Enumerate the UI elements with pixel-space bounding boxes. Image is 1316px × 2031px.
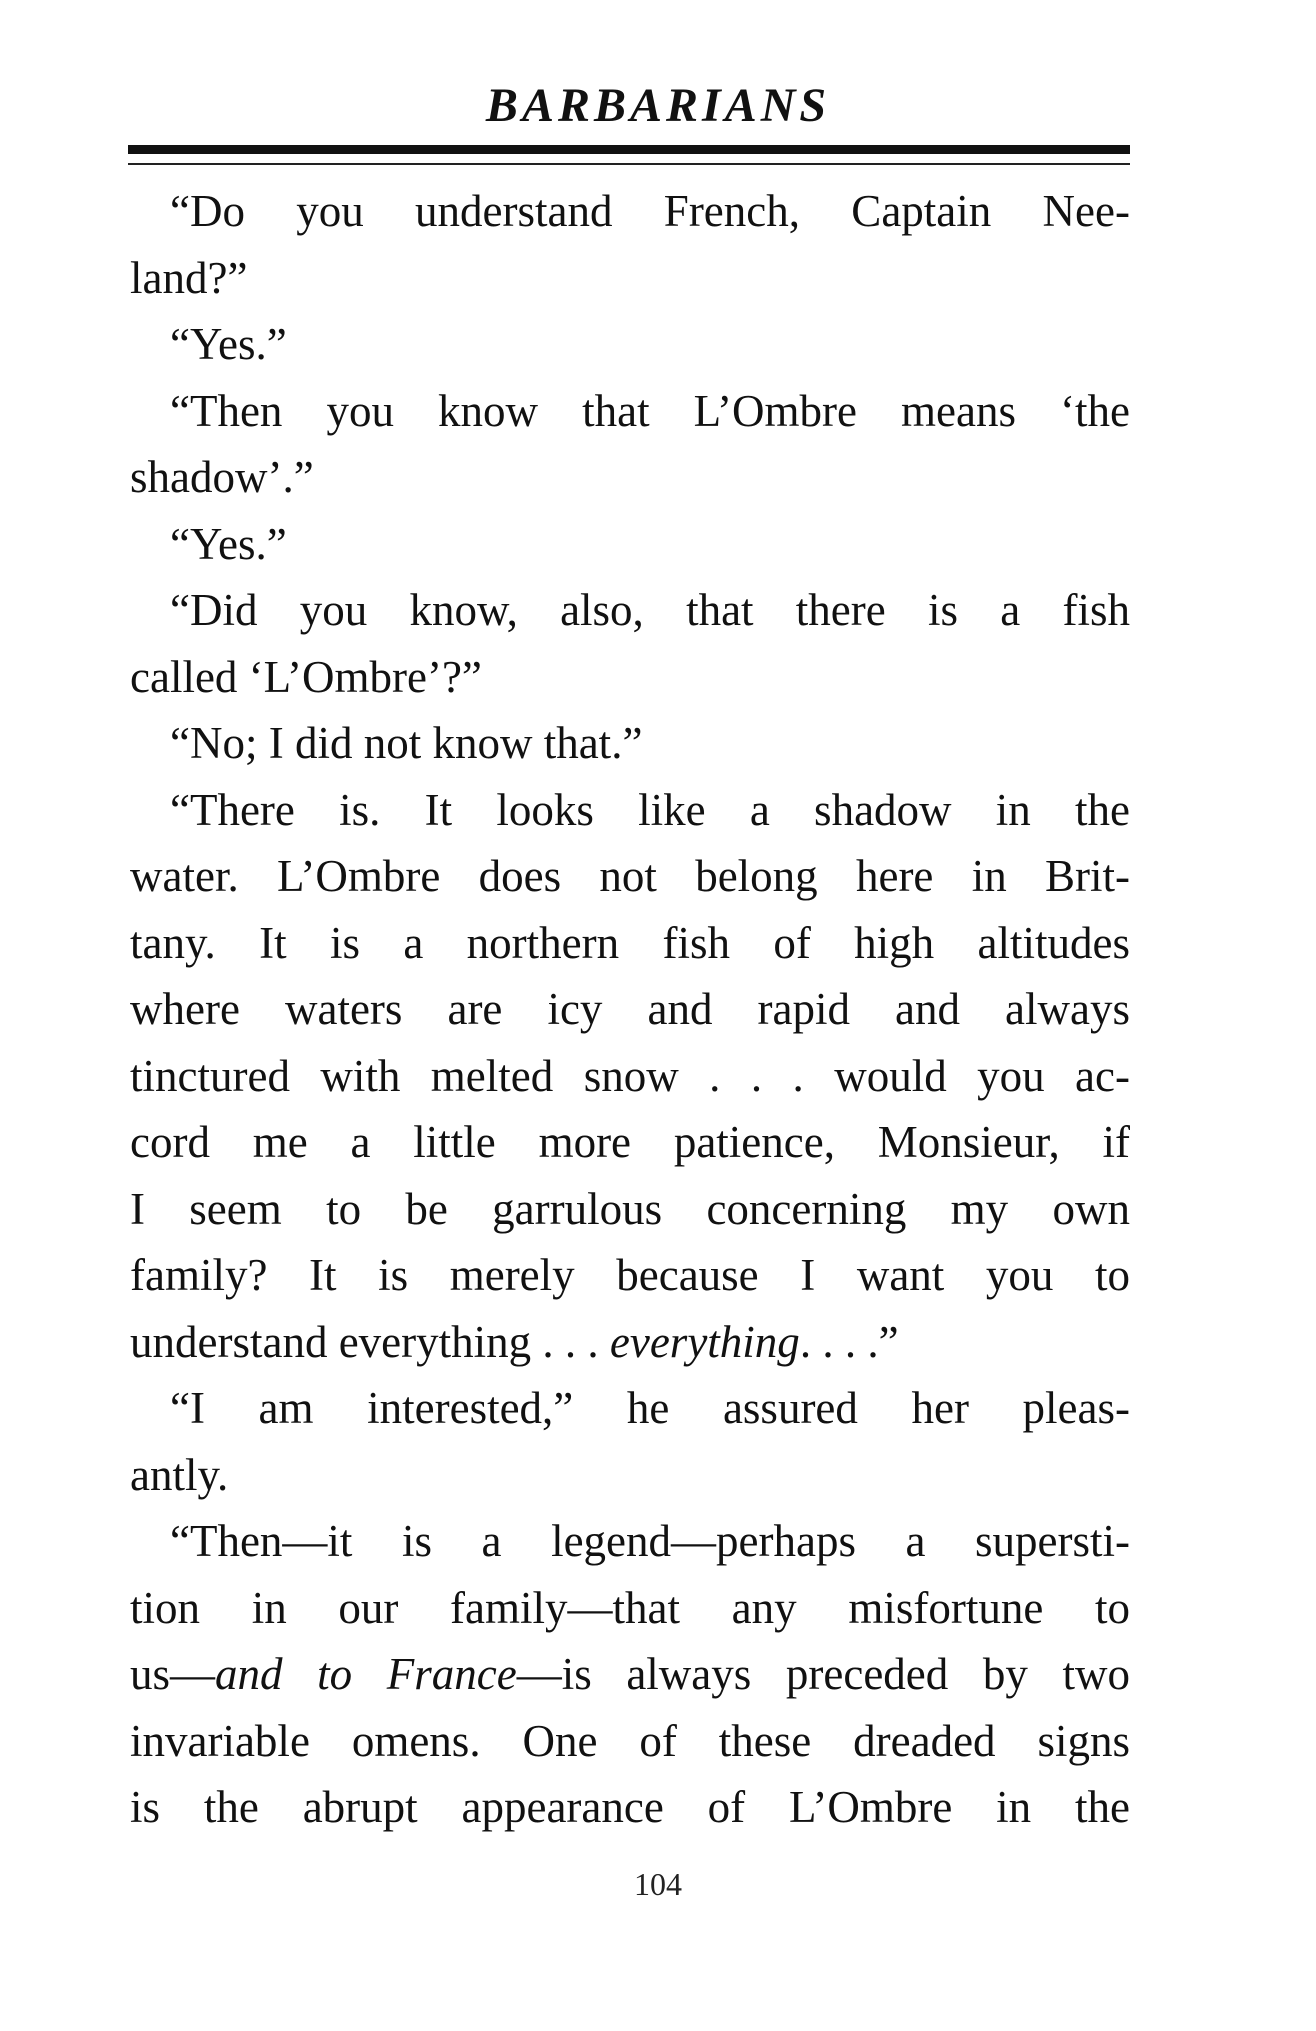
- text-line: shadow’.”: [130, 452, 314, 502]
- text-line: invariable omens. One of these dreaded signs: [130, 1715, 1130, 1766]
- text-line: “Did you know, also, that there is a fish: [170, 585, 1130, 635]
- text-line: [130, 1641, 1130, 1708]
- page-number: 104: [634, 1866, 682, 1902]
- text-line: is the abrupt appearance of L’Ombre in the: [130, 1782, 1130, 1832]
- text-segment: —is always preceded by two: [516, 1649, 1130, 1699]
- text-line: “Then you know that L’Ombre means ‘the: [170, 385, 1130, 436]
- text-line: “Yes.”: [170, 518, 287, 569]
- italic-emphasis: and to France: [215, 1649, 517, 1699]
- text-line: “Do you understand French, Captain Nee-: [170, 186, 1130, 236]
- text-line: where waters are icy and rapid and always: [130, 984, 1130, 1034]
- text-line: water. L’Ombre does not belong here in Brit-: [130, 851, 1130, 901]
- header-rule-thin: [128, 163, 1130, 165]
- text-line: “No; I did not know that.”: [170, 718, 643, 768]
- text-line: family? It is merely because I want you to: [130, 1250, 1130, 1300]
- text-line: called ‘L’Ombre’?”: [130, 651, 482, 702]
- running-head-title: BARBARIANS: [485, 79, 831, 132]
- italic-emphasis: everything: [609, 1316, 800, 1367]
- text-line: antly.: [130, 1449, 229, 1500]
- header-rule-thick: [128, 145, 1130, 154]
- text-line: “There is. It looks like a shadow in the: [170, 784, 1130, 835]
- body-text: [130, 178, 1130, 1841]
- text-segment: understand everything . . .: [130, 1316, 610, 1367]
- text-line: “I am interested,” he assured her pleas-: [170, 1383, 1130, 1433]
- text-line: [130, 1309, 1130, 1376]
- text-line: “Then—it is a legend—perhaps a supersti-: [170, 1516, 1130, 1566]
- text-line: tany. It is a northern fish of high altitudes: [130, 917, 1130, 968]
- text-line: land?”: [130, 252, 248, 303]
- text-line: tinctured with melted snow . . . would you ac-: [130, 1050, 1130, 1101]
- text-segment: us—: [130, 1649, 216, 1699]
- text-line: I seem to be garrulous concerning my own: [130, 1183, 1130, 1234]
- text-line: tion in our family—that any misfortune to: [130, 1582, 1130, 1633]
- text-segment: . . . .”: [799, 1316, 899, 1367]
- text-line: cord me a little more patience, Monsieur, if: [130, 1117, 1130, 1167]
- text-line: “Yes.”: [170, 319, 287, 369]
